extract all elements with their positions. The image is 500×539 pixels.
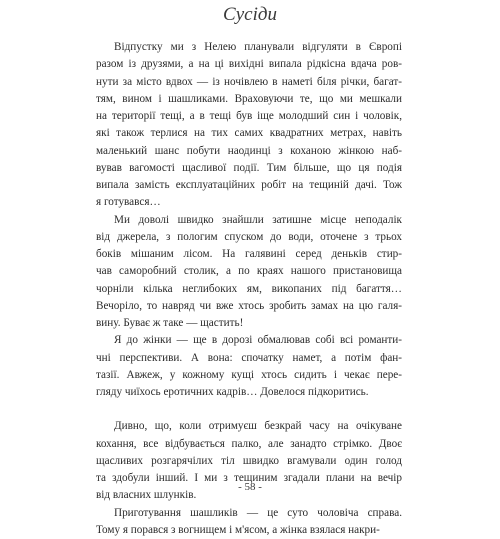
text-line: Вечоріло, то навряд чи вже хтось зробить замах на цю галя-	[96, 298, 402, 315]
text-line: гляду чиїхось еротичних кадрів… Довелося підкоритись.	[96, 384, 402, 401]
text-line: чні перспективи. А вона: спочатку намет, а потім фан-	[96, 350, 402, 367]
text-line: вував вагомості щасливої події. Тим більше, що ця подія	[96, 160, 402, 177]
text-line: тям, вином і шашликами. Враховуючи те, що ми мешкали	[96, 91, 402, 108]
text-line: Тому я порався з вогнищем і м'ясом, а жінка взялася накри-	[96, 522, 402, 539]
text-line: Ми доволі швидко знайшли затишне місце неподалік	[96, 212, 402, 229]
text-line: чорніли кілька неглибоких ям, викопаних під багаття…	[96, 281, 402, 298]
text-line: чав саморобний столик, а по краях нашого пристановища	[96, 263, 402, 280]
text-line: разом із друзями, а на ці вихідні випала рідкісна вдача ров-	[96, 56, 402, 73]
page-number: - 58 -	[0, 481, 500, 493]
text-line: від власних шлунків.	[96, 487, 402, 504]
text-line: я готувався…	[96, 194, 402, 211]
text-line: Відпустку ми з Нелею планували відгуляти в Європі	[96, 39, 402, 56]
text-line: Дивно, що, коли отримуєш безкрай часу на очікуване	[96, 418, 402, 435]
text-line: які також терлися на тих самих квадратних метрах, навіть	[96, 125, 402, 142]
paragraph	[96, 39, 402, 212]
text-line: Я до жінки — ще в дорозі обмалював собі всі романти-	[96, 332, 402, 349]
text-line: нути за місто вдвох — із ночівлею в наметі біля річки, багат-	[96, 74, 402, 91]
text-line: вину. Буває ж таке — щастить!	[96, 315, 402, 332]
text-line: кохання, все відбувається палко, але занадто стрімко. Двоє	[96, 436, 402, 453]
text-line: боків мішаним лісом. На галявині серед деньків стир-	[96, 246, 402, 263]
text-line: від джерела, з пологим спуском до води, оточене з трьох	[96, 229, 402, 246]
paragraph	[96, 212, 402, 333]
text-line: та здобули інший. І ми з тещиним згадали плани на вечір	[96, 470, 402, 487]
text-line: Приготування шашликів — це суто чоловіча справа.	[96, 505, 402, 522]
paragraph	[96, 505, 402, 539]
text-line: випала замість експлуатаційних робіт на тещиній дачі. Тож	[96, 177, 402, 194]
paragraph	[96, 332, 402, 401]
body-text	[96, 39, 402, 539]
text-line: тазії. Авжеж, у кожному кущі хтось сидить і чекає пере-	[96, 367, 402, 384]
chapter-title: Сусіди	[0, 3, 500, 27]
paragraph-gap	[96, 401, 402, 418]
text-line: на території тещі, а в тещі був іще молодший син і чоловік,	[96, 108, 402, 125]
text-line: маленький шанс побути наодинці з коханою жінкою наб-	[96, 143, 402, 160]
text-line: щасливих розгарячілих тіл швидко вгамували один голод	[96, 453, 402, 470]
